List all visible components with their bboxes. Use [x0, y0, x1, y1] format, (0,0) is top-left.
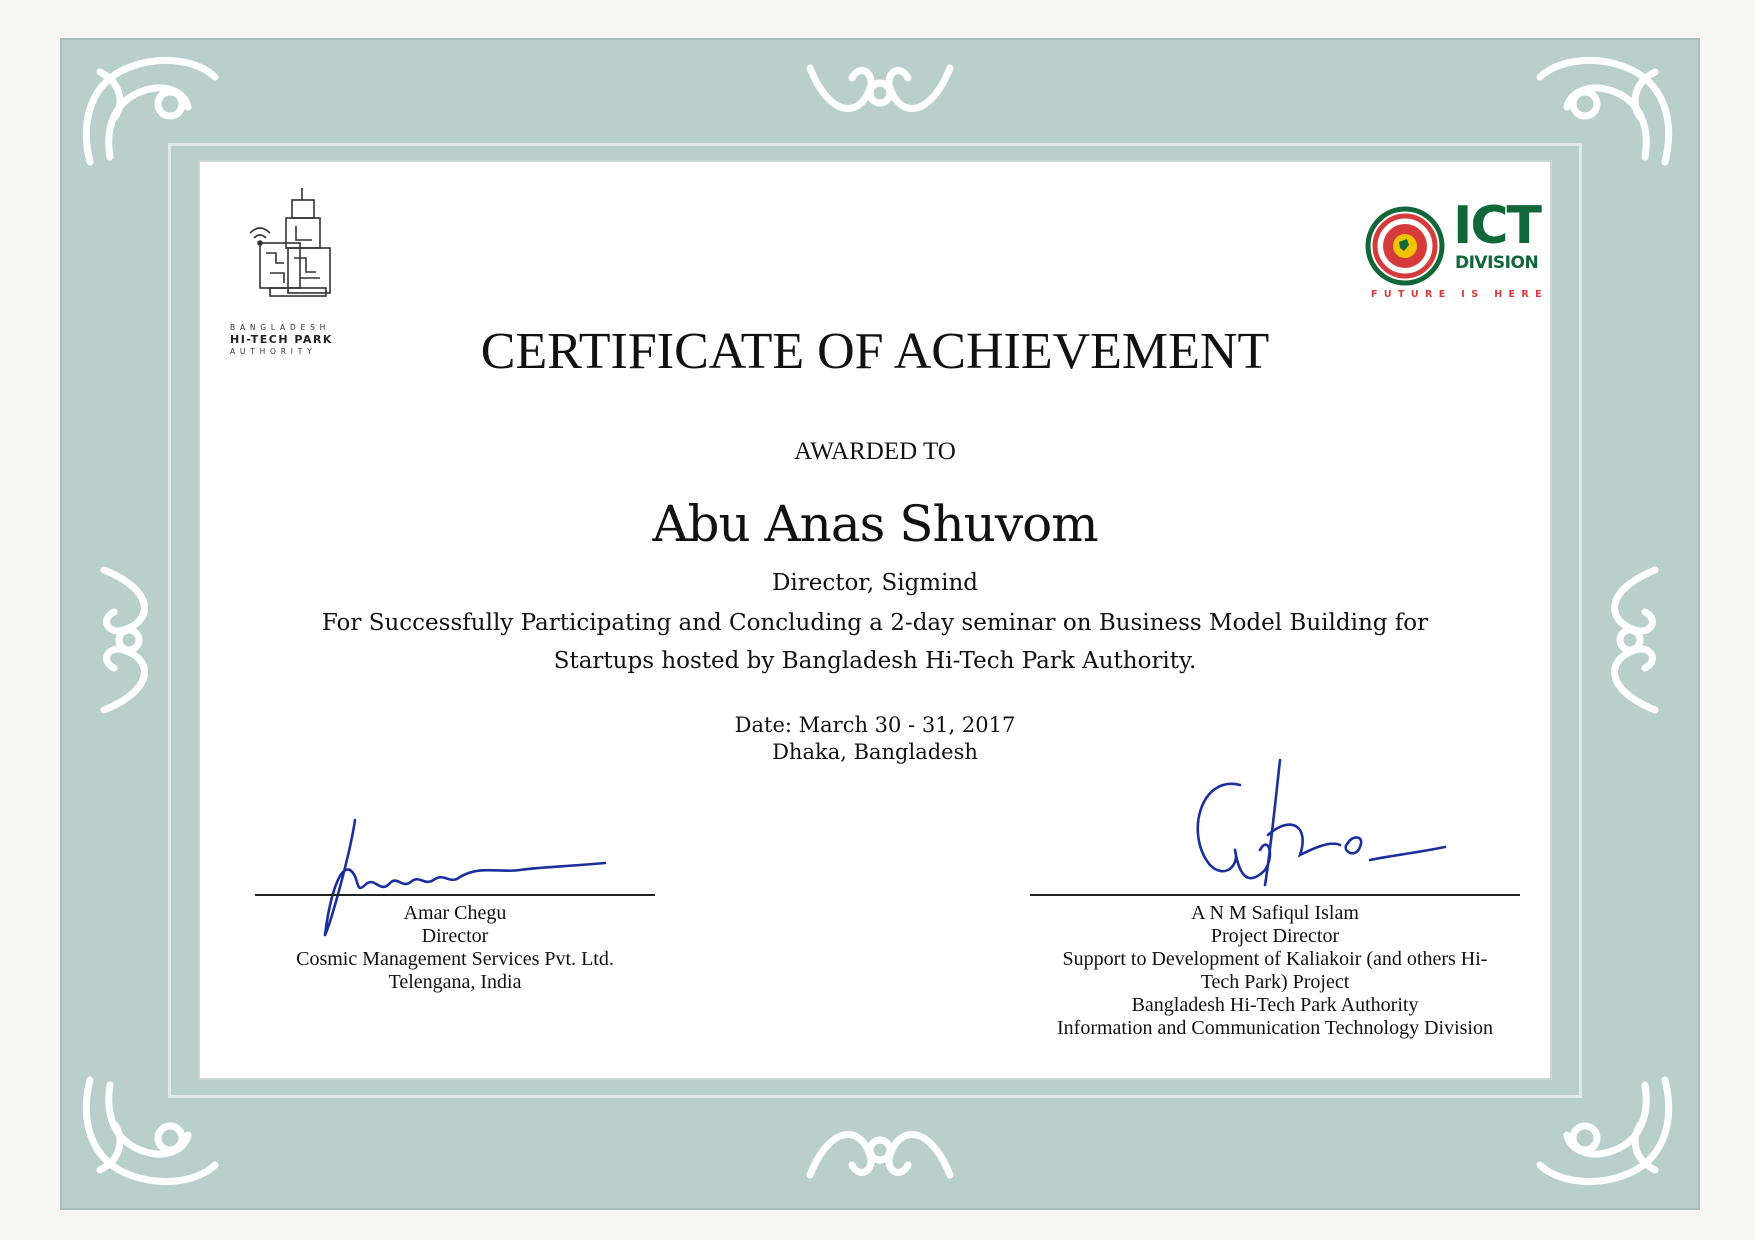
bhtpa-line2: HI-TECH PARK [230, 333, 333, 346]
description-line2: Startups hosted by Bangladesh Hi-Tech Park Authority. [553, 648, 1197, 674]
bhtpa-line3: AUTHORITY [230, 347, 317, 356]
left-signatory-org: Cosmic Management Services Pvt. Ltd. [296, 948, 614, 970]
right-signatory-title: Project Director [1210, 925, 1340, 947]
right-signature-line [1030, 894, 1520, 896]
ict-division-logo [1365, 196, 1565, 310]
bottom-center-ornament [800, 1115, 960, 1195]
right-side-ornament [1595, 560, 1675, 720]
ict-tagline: FUTURE IS HERE [1371, 289, 1549, 300]
event-location: Dhaka, Bangladesh [772, 740, 978, 764]
government-seal-icon [1365, 206, 1445, 286]
left-signature-line [255, 894, 655, 896]
left-signatory-name: Amar Chegu [403, 902, 507, 924]
bhtpa-line1: BANGLADESH [230, 323, 331, 332]
recipient-role: Director, Sigmind [771, 570, 978, 596]
right-signatory [1030, 902, 1520, 1040]
left-signatory-title: Director [421, 925, 489, 947]
right-signatory-division: Information and Communication Technology Division [1057, 1017, 1493, 1039]
hi-tech-park-building-icon [230, 188, 360, 318]
event-date: Date: March 30 - 31, 2017 [734, 713, 1016, 737]
left-side-ornament [84, 560, 164, 720]
awarded-to-label: AWARDED TO [794, 438, 956, 465]
ict-wordmark: ICT [1453, 196, 1540, 256]
recipient-name: Abu Anas Shuvom [652, 495, 1098, 553]
ict-division-label: DIVISION [1455, 253, 1539, 273]
right-signatory-project-line1: Support to Development of Kaliakoir (and others Hi- [1062, 948, 1488, 970]
top-center-ornament [800, 48, 960, 128]
right-signature [1180, 755, 1460, 905]
right-signatory-org: Bangladesh Hi-Tech Park Authority [1131, 994, 1419, 1016]
right-signatory-name: A N M Safiqul Islam [1191, 902, 1359, 924]
right-signatory-project-line2: Tech Park) Project [1200, 971, 1350, 993]
left-signatory-location: Telengana, India [388, 971, 522, 993]
achievement-description [300, 604, 1450, 680]
description-line1: For Successfully Participating and Concluding a 2-day seminar on Business Model Building for [321, 610, 1429, 636]
certificate-title: CERTIFICATE OF ACHIEVEMENT [480, 323, 1270, 380]
left-signatory [255, 902, 655, 994]
